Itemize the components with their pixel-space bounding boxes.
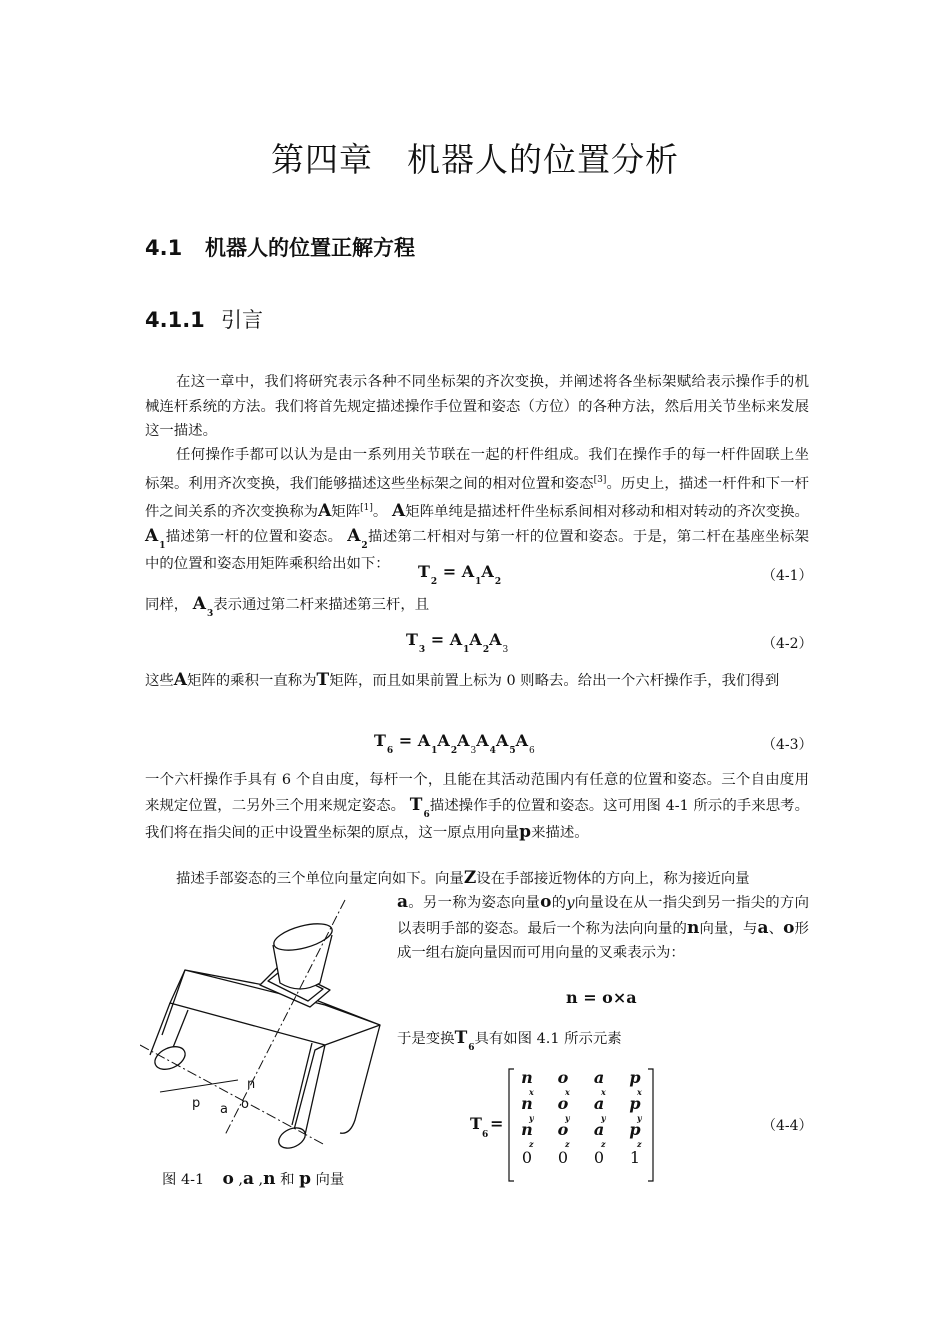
text: 矩阵，而且如果前置上标为 0 则略去。给出一个六杆操作手，我们得到 — [329, 673, 780, 689]
subsection-number: 4.1.1 — [145, 308, 205, 332]
text: 描述操作手的位置和姿态。这可用图 4-1 所示的手来思考。我们将在指尖间的正中设置坐标架的原点，这一原点用向量 — [145, 797, 809, 841]
symbol-a: a — [397, 892, 409, 912]
symbol-n: n — [263, 1169, 276, 1189]
text: 、 — [768, 920, 784, 937]
matrix-cell: n — [521, 1068, 533, 1087]
text: 具有如图 4.1 所示元素 — [474, 1031, 622, 1047]
equation-number: （4-1） — [762, 568, 813, 584]
eq-term: A — [515, 731, 529, 750]
matrix-subscript: z — [637, 1139, 642, 1149]
citation: [1] — [360, 502, 373, 513]
paragraph-transform — [397, 1026, 809, 1054]
subsection-title: 引言 — [221, 308, 263, 332]
paragraph-links — [145, 443, 809, 576]
symbol-p: p — [299, 1169, 311, 1189]
text: 任何操作手都可以认为是由一系列用关节联在一起的杆件组成。我们在操作手的每一杆件固联上坐标架。利用齐次变换，我们能够描述这些坐标架之间的相对位置和姿态 — [145, 447, 809, 492]
text: 。另一称为姿态向量 — [408, 895, 541, 911]
matrix-cell: o — [557, 1068, 569, 1087]
eq-term: A — [489, 630, 502, 649]
subscript: 5 — [509, 746, 516, 756]
label-a: a — [220, 1102, 228, 1117]
citation: [3] — [593, 474, 607, 485]
gripper-figure — [140, 895, 390, 1160]
matrix-subscript: x — [565, 1087, 570, 1097]
matrix-cell: n — [521, 1120, 533, 1139]
subscript: 3 — [206, 609, 214, 619]
equation-number: （4-2） — [762, 636, 813, 652]
subscript: 6 — [423, 809, 430, 820]
eq-lhs: T — [418, 562, 430, 581]
equation-number: （4-3） — [762, 737, 813, 753]
equation-4-1: $T_2 = A_1A_2$ — [418, 562, 502, 587]
subscript: 3 — [418, 645, 426, 655]
symbol-o: o — [783, 917, 795, 938]
text: 同样， — [145, 597, 189, 613]
symbol-a: a — [242, 1169, 254, 1189]
matrix-cell: 1 — [629, 1148, 641, 1167]
symbol-o: o — [540, 892, 552, 912]
symbol-p: p — [519, 822, 532, 842]
text: 向量设在从一指尖到另一指尖的方向以表明手部的姿态。最后一个称为法向向量的 — [397, 895, 809, 937]
subscript: 6 — [482, 1130, 489, 1140]
subscript: 1 — [475, 577, 482, 587]
text: 。历史上，描述一杆件和下一杆件之间关系的齐次变换称为 — [145, 475, 809, 520]
eq-lhs: T — [406, 630, 418, 649]
text: 于是变换 — [397, 1031, 455, 1047]
separator: , — [238, 1172, 243, 1188]
text: 描述第一杆的位置和姿态。 — [165, 529, 343, 546]
matrix-subscript: y — [565, 1113, 570, 1123]
symbol-A2: A — [347, 526, 361, 547]
separator: , — [258, 1172, 264, 1188]
matrix-subscript: y — [637, 1113, 642, 1123]
paragraph-six-dof — [145, 768, 809, 846]
text: 形成一组右旋向量因而可用向量的叉乘表示为： — [397, 920, 809, 961]
eq-lhs: T — [374, 731, 386, 750]
matrix-cell: p — [629, 1094, 641, 1113]
symbol-A1: A — [145, 526, 159, 547]
subscript: 3 — [470, 746, 477, 756]
matrix-subscript: y — [529, 1113, 534, 1123]
symbol-A: A — [173, 670, 187, 690]
eq-term: A — [417, 731, 431, 750]
subscript: 2 — [430, 577, 438, 587]
matrix-subscript: x — [529, 1087, 534, 1097]
text: 矩阵 — [331, 503, 361, 520]
label-o: o — [241, 1097, 249, 1112]
equation-4-2: $T_3 = A_1A_2A_3$ — [406, 630, 509, 655]
eq-term: A — [495, 731, 509, 750]
matrix-cell: n — [521, 1094, 533, 1113]
section-heading — [145, 232, 415, 262]
text: 描述手部姿态的三个单位向量定向如下。向量 — [176, 871, 464, 887]
label-p: p — [192, 1096, 201, 1111]
matrix-cell: o — [557, 1120, 569, 1139]
paragraph-a3 — [145, 592, 809, 620]
text: 设在手部接近物体的方向上，称为接近向量 — [476, 871, 750, 887]
symbol-A3: A — [192, 594, 206, 614]
subscript: 2 — [361, 541, 368, 552]
text: 一个六杆操作手具有 6 个自由度，每杆一个，且能在其活动范围内有任意的位置和姿态。三个自由度用来规定位置，二另外三个用来规定姿态。 — [145, 772, 809, 814]
subscript: 2 — [482, 645, 490, 655]
equation-cross-product: n = o×a — [566, 988, 637, 1007]
eq-term: A — [476, 731, 489, 750]
symbol-A: A — [318, 500, 332, 521]
symbol-a: a — [757, 917, 769, 938]
symbol-T6: T — [409, 794, 423, 815]
figure-caption — [162, 1168, 344, 1189]
section-number: 4.1 — [145, 236, 183, 260]
chapter-title: 第四章 机器人的位置分析 — [271, 140, 679, 179]
subscript: 6 — [386, 746, 394, 756]
matrix-cell: p — [629, 1120, 641, 1139]
paragraph-intro: 在这一章中，我们将研究表示各种不同坐标架的齐次变换，并阐述将各坐标架赋给表示操作手的机械连杆系统的方法。我们将首先规定描述操作手位置和姿态（方位）的各种方法，然后用关节坐标来发展这一描述。 — [145, 374, 809, 439]
subscript: 1 — [463, 645, 470, 655]
equation-number: （4-4） — [762, 1118, 813, 1134]
text: 向量 — [315, 1172, 345, 1188]
symbol-n: n — [687, 917, 700, 938]
subscript: 3 — [502, 645, 509, 655]
matrix-cell: a — [593, 1068, 605, 1087]
eq-term: A — [449, 630, 463, 649]
symbol-T: T — [316, 670, 330, 690]
section-title: 机器人的位置正解方程 — [205, 236, 415, 260]
subscript: 2 — [450, 746, 458, 756]
text: 来描述。 — [531, 825, 589, 841]
paragraph-t-matrix — [145, 668, 809, 694]
matrix-subscript: y — [601, 1113, 606, 1123]
subscript: 6 — [468, 1043, 475, 1053]
equation-4-3: $T_6 = A_1A_2A_3A_4A_5A_6$ — [374, 731, 535, 756]
matrix-cell: a — [593, 1094, 605, 1113]
subscript: 1 — [159, 541, 166, 552]
paragraph-orientation-first — [145, 866, 809, 892]
symbol-y: y — [566, 895, 575, 911]
symbol-A: A — [391, 500, 406, 521]
text: 表示通过第二杆来描述第三杆，且 — [213, 597, 430, 613]
eq-term: A — [437, 731, 450, 750]
text: 描述第二杆相对与第一杆的位置和姿态。于是，第二杆在基座坐标架中的位置和姿态用矩阵乘积给出如下： — [145, 529, 809, 572]
label-n: n — [247, 1077, 256, 1092]
text: 矩阵单纯是描述杆件坐标系间相对移动和相对转动的齐次变换。 — [405, 503, 809, 520]
matrix-cell: p — [629, 1068, 641, 1087]
text: 这些 — [145, 673, 174, 689]
matrix-subscript: z — [601, 1139, 606, 1149]
matrix-cell: 0 — [557, 1148, 569, 1167]
paragraph-orientation-cont — [397, 890, 809, 966]
matrix-subscript: x — [637, 1087, 642, 1097]
matrix-cell: a — [593, 1120, 605, 1139]
symbol-o: o — [222, 1169, 234, 1189]
eq-term: A — [461, 562, 475, 581]
matrix-subscript: x — [601, 1087, 606, 1097]
subsection-heading — [145, 304, 263, 334]
eq-lhs: T — [470, 1114, 482, 1133]
matrix-cell: 0 — [593, 1148, 605, 1167]
text: 向量，与 — [699, 920, 758, 937]
symbol-Z: Z — [463, 868, 477, 888]
caption-label: 图 4-1 — [162, 1172, 205, 1188]
equation-4-4 — [470, 1066, 670, 1186]
text: 的 — [551, 895, 567, 911]
eq-term: A — [469, 630, 482, 649]
text: 和 — [280, 1172, 295, 1188]
subscript: 2 — [494, 577, 502, 587]
text: 矩阵的乘积一直称为 — [187, 673, 317, 689]
matrix-subscript: z — [529, 1139, 534, 1149]
eq-term: A — [457, 731, 470, 750]
subscript: 6 — [529, 746, 535, 756]
eq-term: A — [481, 562, 494, 581]
text: 。 — [372, 503, 388, 520]
matrix-subscript: z — [565, 1139, 570, 1149]
subscript: 4 — [489, 746, 496, 756]
subscript: 1 — [431, 746, 438, 756]
symbol-T6: T — [454, 1028, 468, 1048]
eq-equals: = — [490, 1114, 504, 1133]
matrix-cell: 0 — [521, 1148, 533, 1167]
matrix-cell: o — [557, 1094, 569, 1113]
